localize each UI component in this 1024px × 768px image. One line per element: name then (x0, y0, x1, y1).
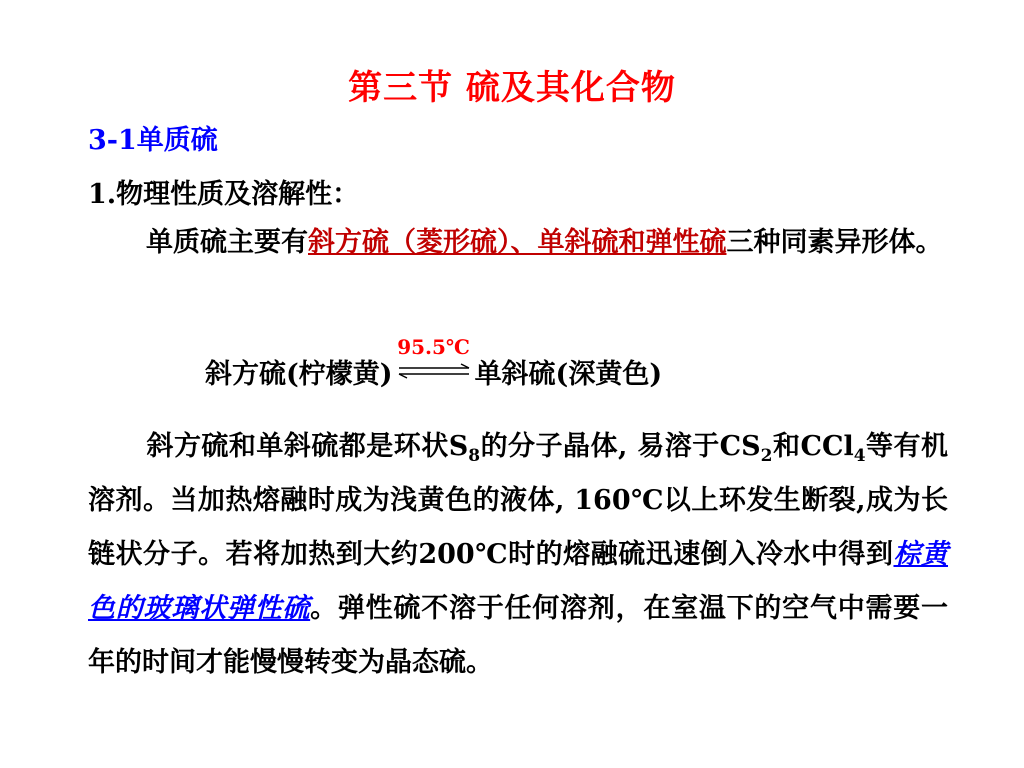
plastic-sulfur-highlight: 棕黄色的玻璃状弹性硫 (88, 539, 948, 624)
section-heading: 3-1单质硫 (88, 125, 218, 156)
subscript-2: 2 (760, 446, 773, 466)
equation-left: 斜方硫(柠檬黄) (205, 359, 393, 390)
transition-temperature: 95.5℃ (397, 334, 470, 359)
para2-text-5: 。弹性硫不溶于任何溶剂，在室温下的空气中需要一年的时间才能慢慢转变为晶态硫。 (88, 593, 949, 678)
equilibrium-arrow (395, 334, 473, 387)
slide-title: 第三节 硫及其化合物 (348, 68, 676, 108)
subsection-heading: 1.物理性质及溶解性： (88, 179, 360, 210)
paragraph-properties (88, 420, 948, 690)
paragraph-allotropes (88, 216, 948, 270)
para2-text-1: 斜方硫和单斜硫都是环状S (146, 431, 469, 462)
equation-right: 单斜硫(深黄色) (474, 359, 663, 390)
transition-equation (205, 334, 663, 391)
para2-text-3: 和CCl (772, 431, 854, 462)
para1-text-before: 单质硫主要有 (146, 227, 308, 258)
allotropes-highlight: 斜方硫（菱形硫）、单斜硫和弹性硫 (308, 227, 727, 258)
subscript-4: 4 (853, 446, 866, 466)
para1-text-after: 三种同素异形体。 (726, 227, 943, 258)
equilibrium-arrow-icon (395, 363, 473, 381)
para2-text-2: 的分子晶体, 易溶于CS (480, 431, 761, 462)
subscript-8: 8 (468, 446, 481, 466)
para2-text-4: 等有机溶剂。当加热熔融时成为浅黄色的液体, 160℃以上环发生断裂,成为长链状分子。若将加热到大约200℃时的熔融硫迅速倒入冷水中得到 (88, 431, 948, 570)
